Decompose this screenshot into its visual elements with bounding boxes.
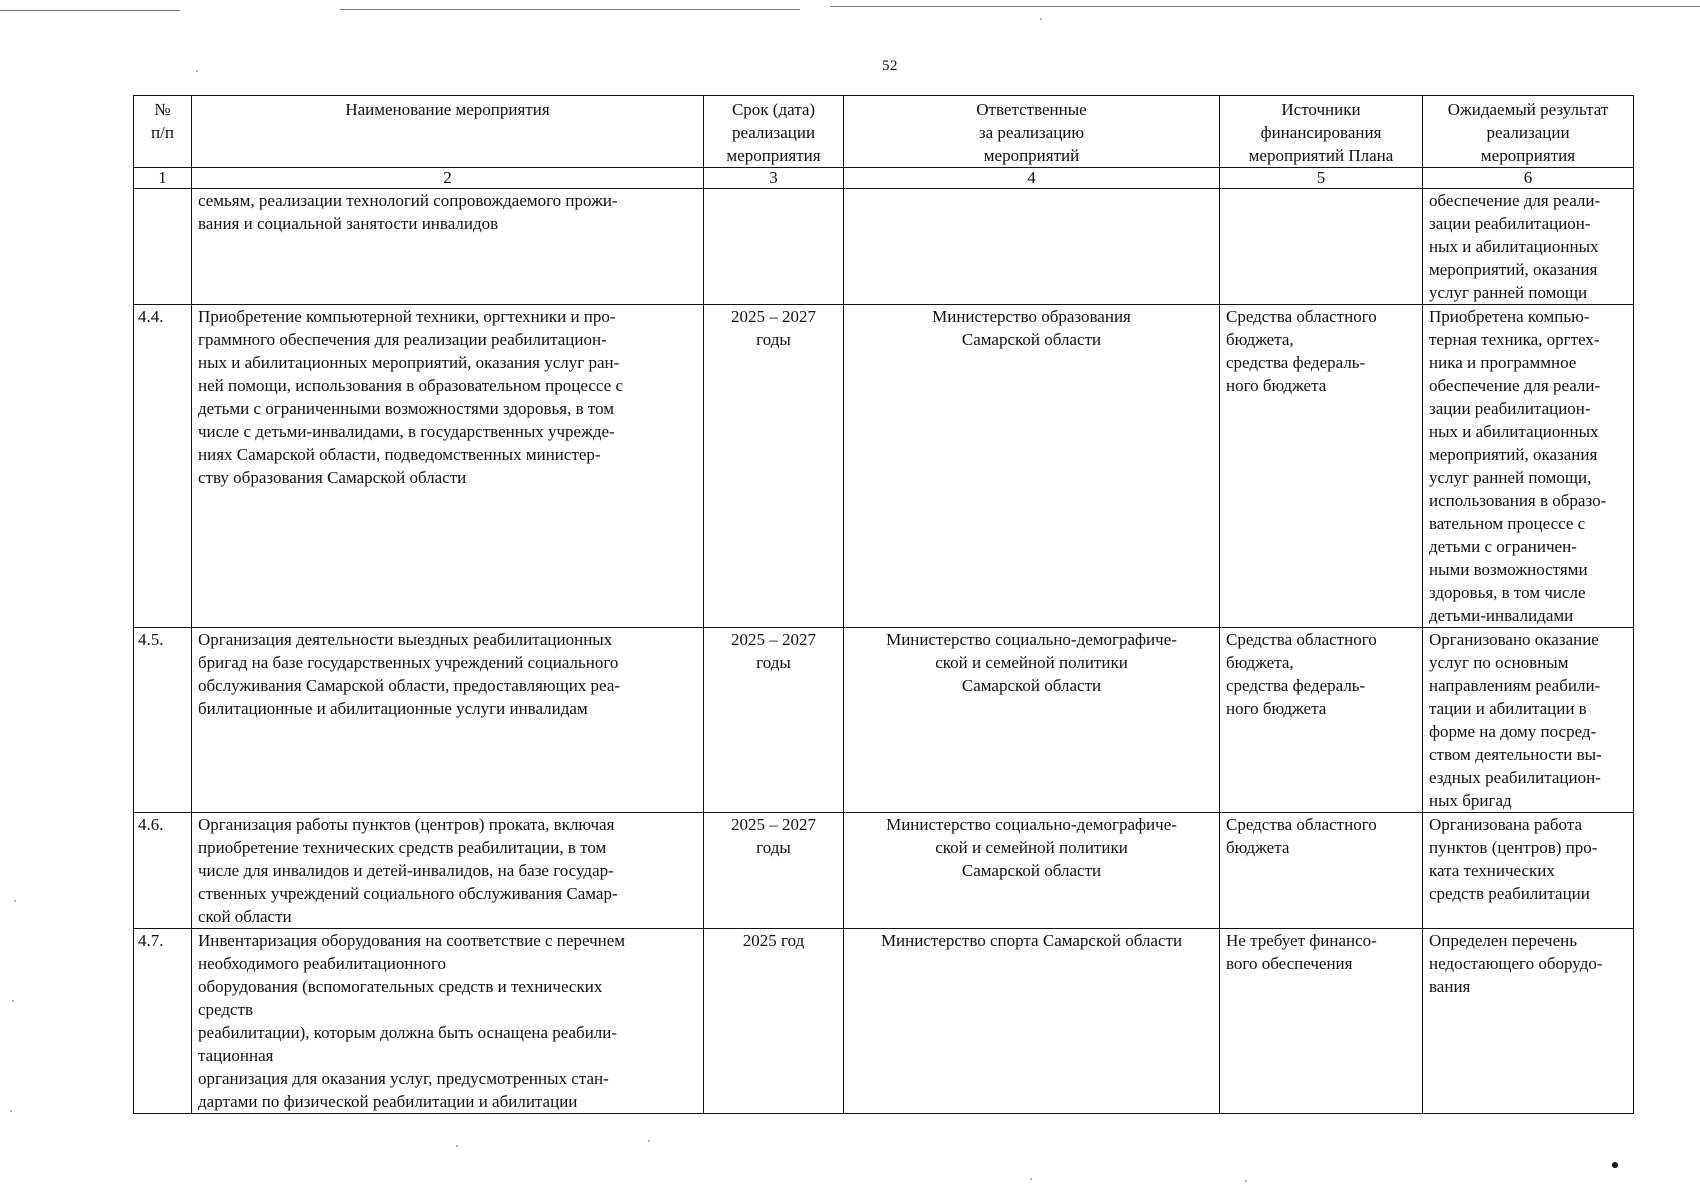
column-number: 5 — [1220, 168, 1423, 189]
row-number — [134, 189, 192, 305]
header-responsible: Ответственные за реализацию мероприятий — [844, 96, 1220, 168]
activity-term: 2025 – 2027 годы — [704, 813, 844, 929]
scan-speck — [196, 70, 198, 72]
activity-name: Организация работы пунктов (центров) проката, включая приобретение технических средств реабилитации, в том числе для инвалидов и детей-инвалидов, на базе государ- ственных учреждений социального обслуживания Самар- ской области — [192, 813, 704, 929]
row-number: 4.5. — [134, 628, 192, 813]
activity-responsible: Министерство социально-демографиче- ской и семейной политики Самарской области — [844, 813, 1220, 929]
row-number: 4.7. — [134, 929, 192, 1114]
column-number: 6 — [1423, 168, 1634, 189]
table-row — [134, 929, 1634, 1114]
activity-term: 2025 год — [704, 929, 844, 1114]
scan-speck — [1030, 1178, 1032, 1180]
scan-speck — [12, 1000, 14, 1002]
activity-funding: Средства областного бюджета, средства федераль- ного бюджета — [1220, 305, 1423, 628]
activity-result: Организована работа пунктов (центров) про- ката технических средств реабилитации — [1423, 813, 1634, 929]
activities-table — [133, 95, 1634, 1114]
activity-funding: Не требует финансо- вого обеспечения — [1220, 929, 1423, 1114]
activity-result: Приобретена компью- терная техника, оргтех- ника и программное обеспечение для реали- зации реабилитацион- ных и абилитационных мероприятий, оказания услуг ранней помощи, использования в образо- вательном процессе с детьми с ограничен- ными возможностями здоровья, в том числе детьми-инвалидами — [1423, 305, 1634, 628]
column-number: 3 — [704, 168, 844, 189]
column-number-row — [134, 168, 1634, 189]
table-row — [134, 628, 1634, 813]
activity-funding: Средства областного бюджета, средства федераль- ного бюджета — [1220, 628, 1423, 813]
scan-edge-line — [830, 6, 1700, 7]
activity-term — [704, 189, 844, 305]
activity-responsible — [844, 189, 1220, 305]
table-row — [134, 189, 1634, 305]
scan-speck — [1040, 18, 1042, 20]
header-term: Срок (дата) реализации мероприятия — [704, 96, 844, 168]
activity-responsible: Министерство образования Самарской области — [844, 305, 1220, 628]
activity-funding: Средства областного бюджета — [1220, 813, 1423, 929]
scan-speck — [1245, 1180, 1247, 1182]
scan-edge-line — [0, 10, 180, 11]
scan-dot-mark — [1612, 1162, 1618, 1168]
activity-term: 2025 – 2027 годы — [704, 628, 844, 813]
scan-speck — [10, 1110, 12, 1112]
activity-responsible: Министерство социально-демографиче- ской и семейной политики Самарской области — [844, 628, 1220, 813]
table-row — [134, 305, 1634, 628]
header-funding-sources: Источники финансирования мероприятий Плана — [1220, 96, 1423, 168]
table-row — [134, 813, 1634, 929]
column-number: 1 — [134, 168, 192, 189]
page-number: 52 — [882, 58, 898, 74]
scan-speck — [14, 900, 16, 902]
activity-name: Организация деятельности выездных реабилитационных бригад на базе государственных учреждений социального обслуживания Самарской области, предоставляющих реа- билитационные и абилитационные услуги инвалидам — [192, 628, 704, 813]
column-number: 2 — [192, 168, 704, 189]
activity-result: Определен перечень недостающего оборудо- вания — [1423, 929, 1634, 1114]
activity-term: 2025 – 2027 годы — [704, 305, 844, 628]
scan-edge-line — [340, 9, 800, 10]
header-activity-name: Наименование мероприятия — [192, 96, 704, 168]
scan-speck — [648, 1140, 650, 1142]
header-expected-result: Ожидаемый результат реализации мероприятия — [1423, 96, 1634, 168]
activity-funding — [1220, 189, 1423, 305]
activity-name: семьям, реализации технологий сопровождаемого прожи- вания и социальной занятости инвалидов — [192, 189, 704, 305]
activity-result: Организовано оказание услуг по основным направлениям реабили- тации и абилитации в форме на дому посред- ством деятельности вы- ездных реабилитацион- ных бригад — [1423, 628, 1634, 813]
scan-speck — [456, 1145, 458, 1147]
activity-name: Инвентаризация оборудования на соответствие с перечнем необходимого реабилитационного оборудования (вспомогательных средств и технических средств реабилитации), которым должна быть оснащена реабили- тационная организация для оказания услуг, предусмотренных стан- дартами по физической реабилитации и абилитации — [192, 929, 704, 1114]
row-number: 4.6. — [134, 813, 192, 929]
activity-result: обеспечение для реали- зации реабилитацион- ных и абилитационных мероприятий, оказания услуг ранней помощи — [1423, 189, 1634, 305]
column-number: 4 — [844, 168, 1220, 189]
header-number: № п/п — [134, 96, 192, 168]
activity-name: Приобретение компьютерной техники, оргтехники и про- граммного обеспечения для реализации реабилитацион- ных и абилитационных мероприятий, оказания услуг ран- ней помощи, использования в образовательном процессе с детьми с ограниченными возможностями здоровья, в том числе с детьми-инвалидами, в государственных учрежде- ниях Самарской области, подведомственных министер- ству образования Самарской области — [192, 305, 704, 628]
activity-responsible: Министерство спорта Самарской области — [844, 929, 1220, 1114]
table-header-row — [134, 96, 1634, 168]
row-number: 4.4. — [134, 305, 192, 628]
